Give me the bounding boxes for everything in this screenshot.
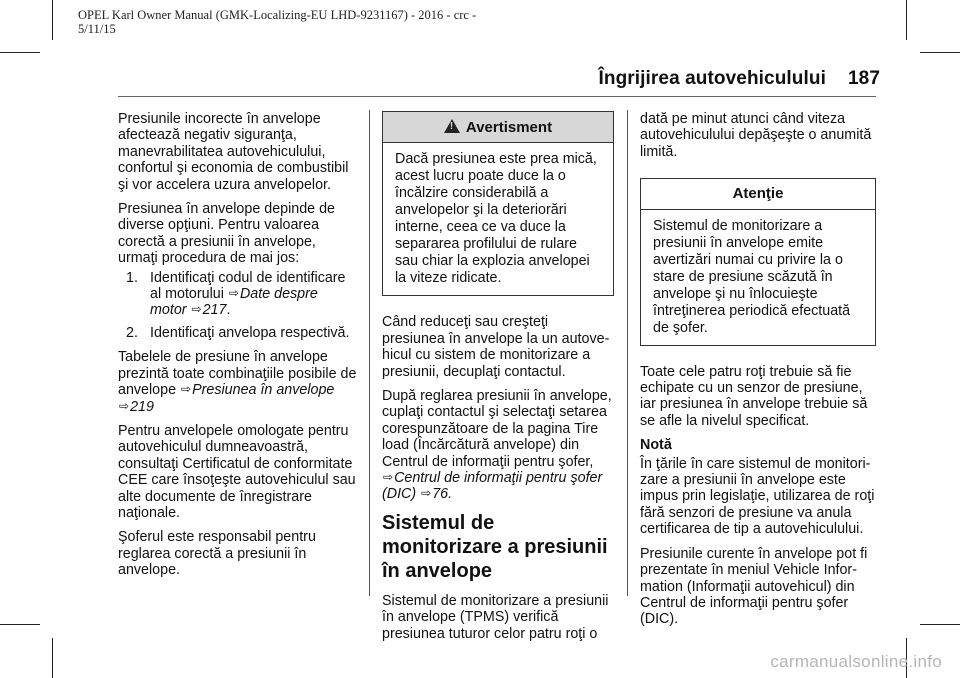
arrow-right-icon: ⇨ xyxy=(119,398,130,413)
warning-triangle-icon xyxy=(444,119,460,133)
arrow-right-icon: ⇨ xyxy=(228,286,239,301)
paragraph: Pentru anvelopele omologate pentru autovehiculul dumneavoastră, consultaţi Certificatul de conformitate CEE care însoţeşte autovehiculul sau alte documente de înregistrare naţionale. xyxy=(118,422,356,521)
warning-header xyxy=(383,112,613,143)
paragraph: Presiunile incorecte în anvelope afectează negativ siguranţa, manevrabilitatea autovehiculului, confortul şi economia de combustibil şi vor accelera uzura anvelopelor. xyxy=(118,111,349,193)
crop-mark xyxy=(52,0,53,40)
print-meta-header xyxy=(78,8,598,36)
warning-box xyxy=(382,111,614,296)
crop-mark xyxy=(52,638,53,678)
paragraph xyxy=(118,349,358,415)
paragraph xyxy=(382,388,614,503)
paragraph: Toate cele patru roţi trebuie să fie echipate cu un senzor de presiune, iar presiunea în anvelope trebuie să se afle la nivelul specificat. xyxy=(640,363,868,429)
caution-body: Sistemul de monitorizare a presiunii în anvelope emite avertizări numai cu privire la o stare de presiune scăzută în anvelope şi nu înlocuieşte întreţinerea periodică efectuată de şofer. xyxy=(653,217,851,336)
step-number: 2. xyxy=(126,324,138,341)
column-2 xyxy=(382,111,614,650)
meta-line-1: OPEL Karl Owner Manual (GMK-Localizing-EU LHD-9231167) - 2016 - crc - xyxy=(78,8,477,22)
warning-title: Avertisment xyxy=(465,119,553,136)
paragraph: Presiunile curente în anvelope pot fi prezentate în meniul Vehicle Information (Informaţii autovehicul) din Centrul de informaţii pentru şofer (DIC). xyxy=(640,545,868,628)
arrow-right-icon: ⇨ xyxy=(181,382,192,397)
header-rule xyxy=(118,96,876,97)
crop-mark xyxy=(906,0,907,40)
paragraph-text: Tabelele de presiune în anvelope prezintă toate combinaţiile posibile de anvelope xyxy=(118,349,357,399)
caution-box xyxy=(640,178,876,345)
paragraph: dată pe minut atunci când viteza autovehiculului depăşeşte o anumită limită. xyxy=(640,111,872,160)
paragraph: Când reduceţi sau creşteţi presiunea în anvelope la un autovehicul cu sistem de monitorizare a presiunii, decuplaţi contactul. xyxy=(382,314,610,380)
list-item xyxy=(118,325,358,341)
cross-reference-link[interactable]: Presiunea în anvelope xyxy=(192,382,335,399)
cross-reference-link[interactable]: Centrul de informaţii pentru şofer (DIC) xyxy=(382,470,603,503)
arrow-right-icon: ⇨ xyxy=(421,486,432,501)
section-heading: Sistemul de monitorizare a presiunii în anvelope xyxy=(382,511,608,582)
paragraph: Presiunea în anvelope depinde de diverse opţiuni. Pentru valoarea corectă a presiunii în anvelope, urmaţi procedura de mai jos: xyxy=(118,201,336,267)
cross-reference-link[interactable]: Date despre motor xyxy=(150,286,318,319)
chapter-title: Îngrijirea autovehiculului xyxy=(598,68,826,89)
procedure-list xyxy=(118,270,358,342)
punctuation: . xyxy=(448,486,453,503)
punctuation: . xyxy=(226,302,231,319)
warning-body: Dacă presiunea este prea mică, acest lucru poate duce la o încălzire considerabilă a anvelopelor şi la deteriorări interne, ceea ce va duce la separarea profilului de rulare sau chiar la explozia anvelopei la viteze ridicate. xyxy=(395,151,597,287)
step-text: Identificaţi anvelopa respectivă. xyxy=(150,324,350,341)
crop-mark xyxy=(920,624,960,625)
column-1 xyxy=(118,111,358,587)
caution-title: Atenţie xyxy=(641,179,875,209)
paragraph: Sistemul de monitorizare a presiunii în anvelope (TPMS) verifică presiunea tuturor celor patru roţi o xyxy=(382,592,609,642)
step-text: Identificaţi codul de identificare al motorului xyxy=(150,269,346,303)
cross-reference-page[interactable]: 76 xyxy=(432,486,449,503)
watermark: carmanualsonline.info xyxy=(770,652,942,671)
meta-line-2: 5/11/15 xyxy=(78,22,116,36)
step-number: 1. xyxy=(126,269,138,286)
paragraph-text: După reglarea presiunii în anvelope, cuplaţi contactul şi selectaţi setarea corespunzătoare de la pagina Tire load (Încărcătură anvelope) din Centrul de informaţii pentru şofer, xyxy=(382,388,612,470)
crop-mark xyxy=(920,52,960,53)
page-number: 187 xyxy=(847,68,880,89)
arrow-right-icon: ⇨ xyxy=(383,470,394,485)
paragraph: Şoferul este responsabil pentru reglarea corectă a presiunii în anvelope. xyxy=(118,529,316,579)
column-3 xyxy=(640,111,876,636)
arrow-right-icon: ⇨ xyxy=(191,302,202,317)
column-divider xyxy=(369,110,370,596)
crop-mark xyxy=(0,52,40,53)
running-head xyxy=(599,68,881,90)
list-item xyxy=(118,270,358,319)
cross-reference-page[interactable]: 219 xyxy=(130,398,154,415)
note-label: Notă xyxy=(640,437,672,454)
cross-reference-page[interactable]: 217 xyxy=(202,302,227,319)
note-body: În ţările în care sistemul de monitorizare a presiunii în anvelope este impus prin legislaţie, utilizarea de roţi fără senzori de presiune va anula certificarea de tip a autovehiculului. xyxy=(640,455,875,538)
crop-mark xyxy=(0,624,40,625)
column-divider xyxy=(627,110,628,596)
